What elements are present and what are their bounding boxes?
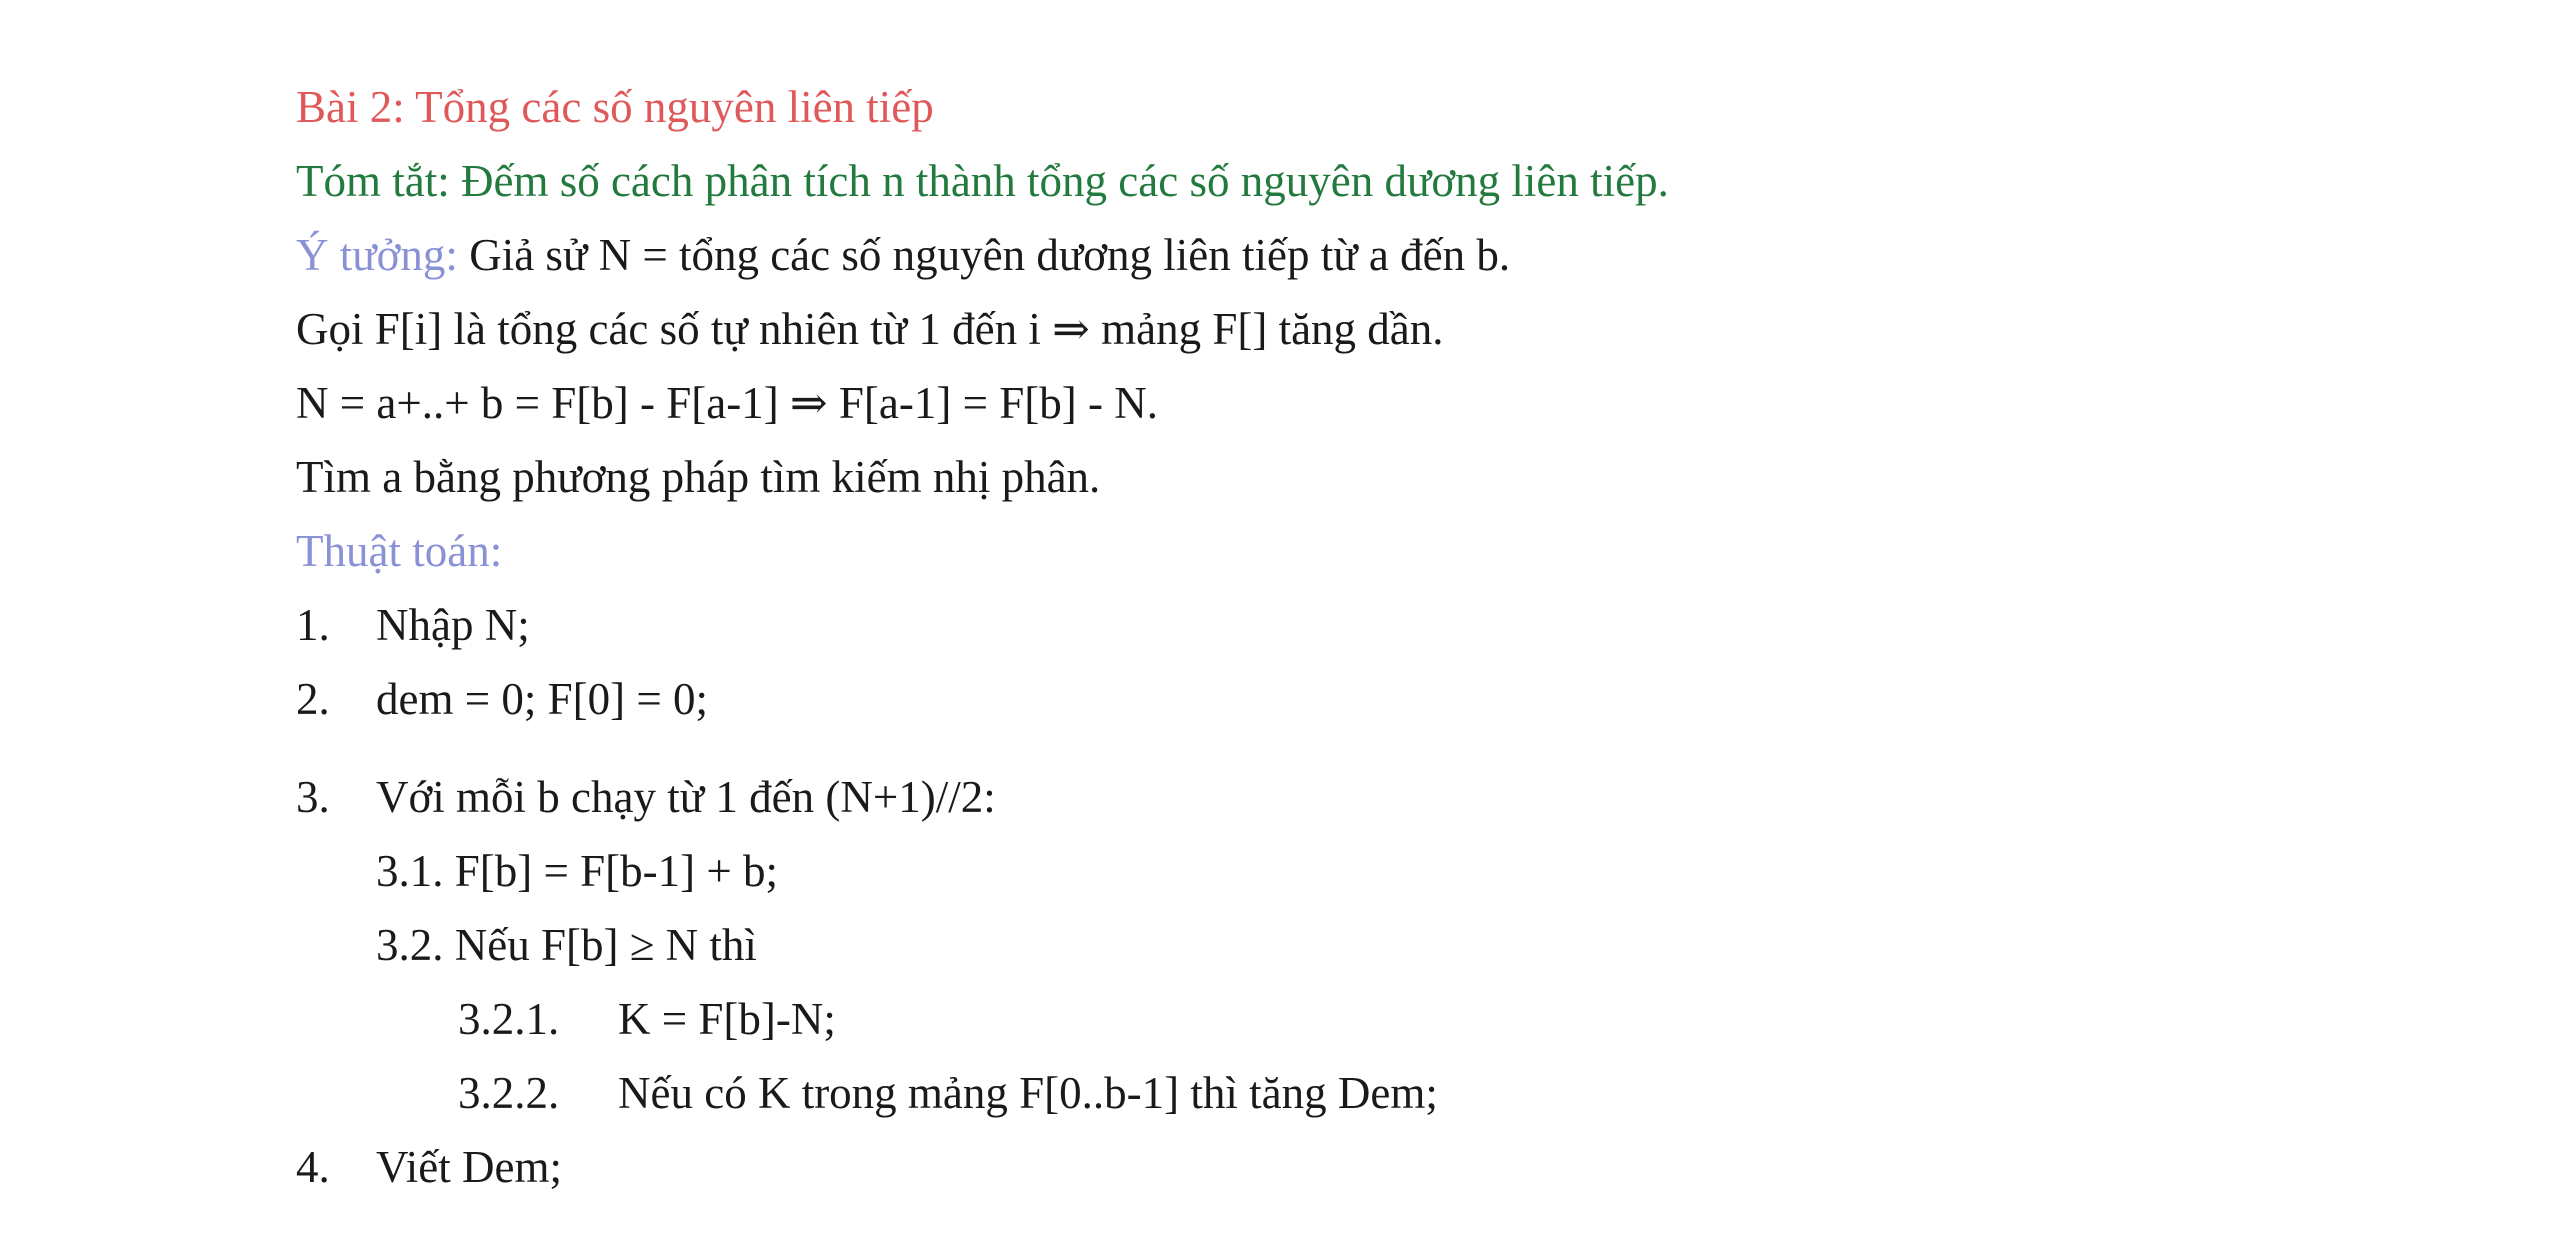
step-text: Nếu F[b] ≥ N thì <box>454 920 757 970</box>
algorithm-substep <box>296 908 2396 982</box>
idea-line <box>296 218 2396 292</box>
step-text: Với mỗi b chạy từ 1 đến (N+1)//2: <box>376 772 996 822</box>
step-number: 4. <box>296 1142 330 1192</box>
algorithm-substep <box>296 834 2396 908</box>
algorithm-step <box>296 1130 2396 1204</box>
idea-text: Giả sử N = tổng các số nguyên dương liên tiếp từ a đến b. <box>457 230 1511 280</box>
explanation-line: Tìm a bằng phương pháp tìm kiếm nhị phân. <box>296 452 1101 502</box>
spacer <box>296 736 2396 760</box>
algorithm-subsubstep <box>296 1056 2396 1130</box>
step-text: Nhập N; <box>376 600 530 650</box>
document-body <box>296 70 2396 1204</box>
algorithm-label: Thuật toán: <box>296 526 503 576</box>
step-number: 3.2.2. <box>458 1068 560 1118</box>
exercise-title: Bài 2: Tổng các số nguyên liên tiếp <box>296 82 934 132</box>
algorithm-step <box>296 760 2396 834</box>
step-text: dem = 0; F[0] = 0; <box>376 674 708 724</box>
step-text: K = F[b]-N; <box>618 994 836 1044</box>
step-text: F[b] = F[b-1] + b; <box>454 846 778 896</box>
explanation-line: N = a+..+ b = F[b] - F[a-1] ⇒ F[a-1] = F[b] - N. <box>296 378 1158 428</box>
step-number: 2. <box>296 674 330 724</box>
step-text: Nếu có K trong mảng F[0..b-1] thì tăng Dem; <box>618 1068 1438 1118</box>
summary-line: Tóm tắt: Đếm số cách phân tích n thành tổng các số nguyên dương liên tiếp. <box>296 156 1669 206</box>
idea-label: Ý tưởng: <box>296 230 458 280</box>
step-text: Viết Dem; <box>376 1142 562 1192</box>
step-number: 3.2. <box>376 920 444 970</box>
algorithm-subsubstep <box>296 982 2396 1056</box>
algorithm-step <box>296 588 2396 662</box>
step-number: 3. <box>296 772 330 822</box>
algorithm-step <box>296 662 2396 736</box>
step-number: 1. <box>296 600 330 650</box>
step-number: 3.1. <box>376 846 444 896</box>
step-number: 3.2.1. <box>458 994 560 1044</box>
explanation-line: Gọi F[i] là tổng các số tự nhiên từ 1 đến i ⇒ mảng F[] tăng dần. <box>296 304 1444 354</box>
